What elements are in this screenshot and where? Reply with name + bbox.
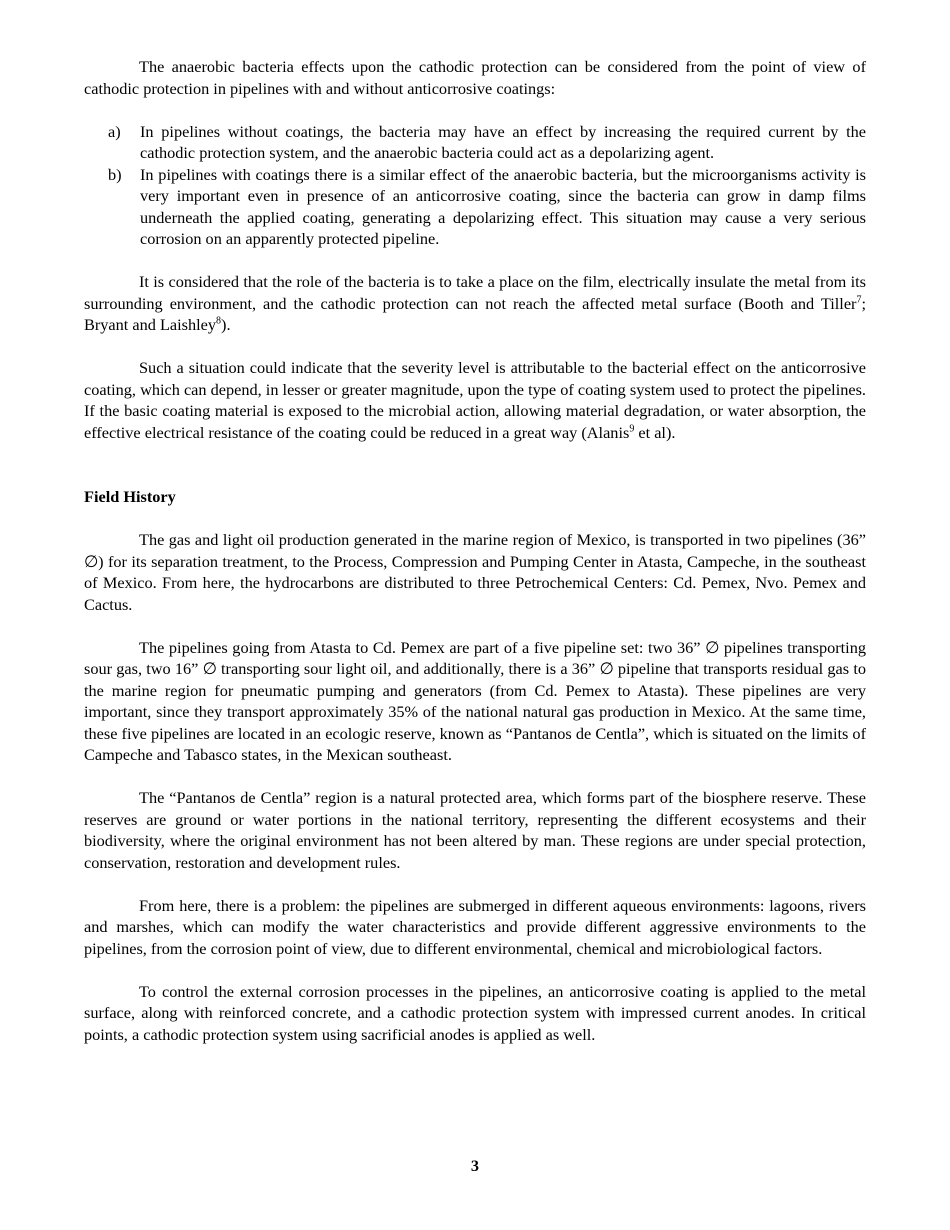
text-run: ; Bryant and Laishley [84,293,866,334]
body-paragraph: The pipelines going from Atasta to Cd. Pemex are part of a five pipeline set: two 36” ∅ pipelines transporting sour gas, two 16” ∅ transporting sour light oil, and additionally, there is a 36” ∅ pipeline that transports residual gas to the marine region for pneumatic pumping and generators (from Cd. Pemex to Atasta). These pipelines are very important, since they transport approximately 35% of the national natural gas production in Mexico. At the same time, these five pipelines are located in an ecologic reserve, known as “Pantanos de Centla”, which is situated on the limits of Campeche and Tabasco states, in the Mexican southeast. [84,637,866,764]
section-heading: Field History [84,487,176,506]
list-item-text: In pipelines without coatings, the bacteria may have an effect by increasing the required current by the cathodic protection system, and the anaerobic bacteria could act as a depolarizing agent. [140,121,866,162]
body-paragraph: The gas and light oil production generated in the marine region of Mexico, is transported in two pipelines (36” ∅) for its separation treatment, to the Process, Compression and Pumping Center in Atasta, Campeche, in the southeast of Mexico. From here, the hydrocarbons are distributed to three Petrochemical Centers: Cd. Pemex, Nvo. Pemex and Cactus. [84,530,866,614]
page-number: 3 [470,1156,480,1175]
list-item-text: In pipelines with coatings there is a similar effect of the anaerobic bacteria, but the microorganisms activity is very important even in presence of an anticorrosive coating, since the bacteria can grow in damp films underneath the applied coating, generating a depolarizing effect. This situation may cause a very serious corrosion on an apparently protected pipeline. [140,164,866,248]
list-marker: a) [108,121,121,141]
effects-list [84,121,866,250]
body-paragraph: To control the external corrosion processes in the pipelines, an anticorrosive coating is applied to the metal surface, along with reinforced concrete, and a cathodic protection system with impressed current anodes. In critical points, a cathodic protection system using sacrificial anodes is applied as well. [84,981,866,1044]
page-content [84,56,866,1067]
list-marker: b) [108,164,122,184]
list-item [84,121,866,164]
text-run: It is considered that the role of the bacteria is to take a place on the film, electrically insulate the metal from its surrounding environment, and the cathodic protection can not reach the affected metal surface (Booth and Tiller [84,272,866,313]
bacteria-role-paragraph [84,271,866,336]
body-paragraph: The “Pantanos de Centla” region is a natural protected area, which forms part of the biosphere reserve. These reserves are ground or water portions in the national territory, representing the different ecosystems and their biodiversity, where the original environment has not been altered by man. These regions are under special protection, conservation, restoration and development rules. [84,788,866,872]
list-item [84,164,866,250]
intro-paragraph: The anaerobic bacteria effects upon the cathodic protection can be considered from the point of view of cathodic protection in pipelines with and without anticorrosive coatings: [84,57,866,98]
text-run: et al). [634,422,676,442]
citation-ref: 8 [216,315,222,327]
body-paragraph: From here, there is a problem: the pipelines are submerged in different aqueous environments: lagoons, rivers and marshes, which can modify the water characteristics and provide different aggressive environments to the pipelines, from the corrosion point of view, due to different environmental, chemical and microbiological factors. [84,895,866,958]
citation-ref: 9 [629,423,635,435]
severity-paragraph [84,357,866,443]
citation-ref: 7 [856,294,862,306]
text-run: ). [221,315,231,334]
text-run: Such a situation could indicate that the severity level is attributable to the bacterial effect on the anticorrosive coating, which can depend, in lesser or greater magnitude, upon the type of coating system used to protect the pipelines. If the basic coating material is exposed to the microbial action, allowing material degradation, or water absorption, the effective electrical resistance of the coating could be reduced in a great way (Alanis [84,358,866,442]
